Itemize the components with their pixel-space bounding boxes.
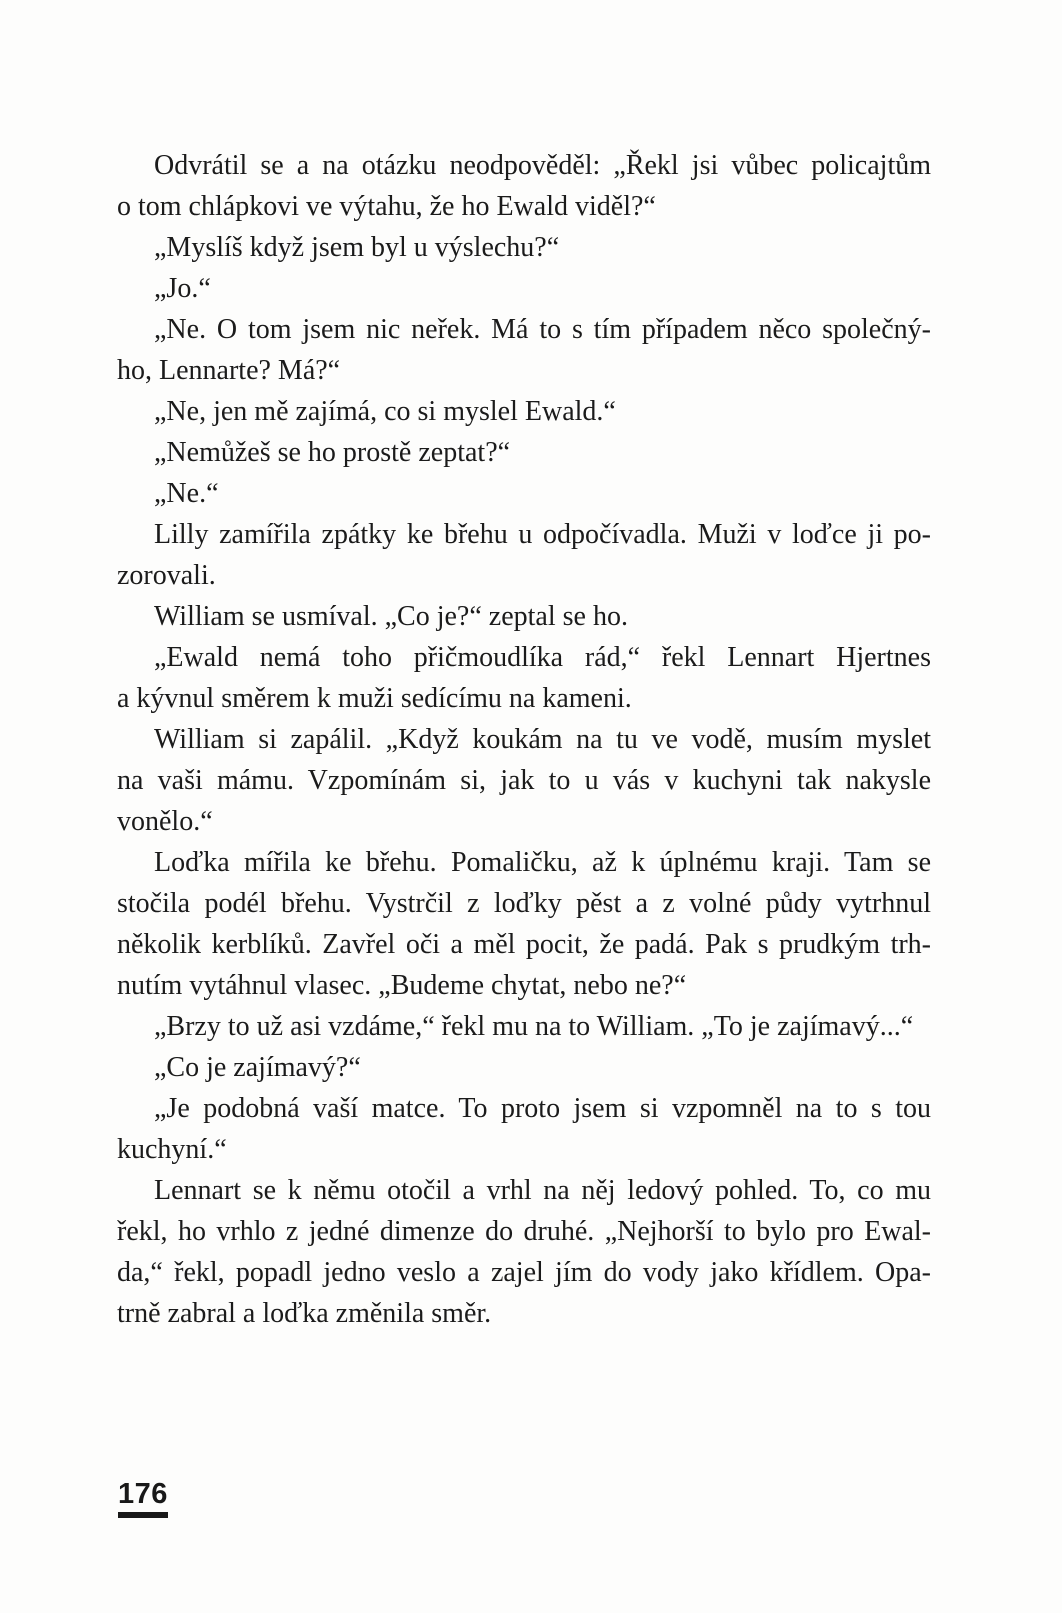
page-number	[118, 1480, 168, 1518]
text-line: „Brzy to už asi vzdáme,“ řekl mu na to William. „To je zajímavý...“	[154, 1011, 914, 1042]
text-line: „Ne.“	[154, 478, 219, 509]
text-line: Lilly zamířila zpátky ke břehu u odpočívadla. Muži v loďce ji po-	[154, 519, 931, 550]
text-line: ho, Lennarte? Má?“	[117, 355, 341, 386]
text-line: Odvrátil se a na otázku neodpověděl: „Řekl jsi vůbec policajtům	[154, 150, 931, 181]
text-line: o tom chlápkovi ve výtahu, že ho Ewald viděl?“	[117, 191, 656, 222]
text-line: několik kerblíků. Zavřel oči a měl pocit, že padá. Pak s prudkým trh-	[117, 929, 931, 960]
text-line: „Ewald nemá toho přičmoudlíka rád,“ řekl Lennart Hjertnes	[154, 642, 931, 673]
text-line: William se usmíval. „Co je?“ zeptal se ho.	[154, 601, 628, 632]
text-line: nutím vytáhnul vlasec. „Budeme chytat, nebo ne?“	[117, 970, 687, 1001]
text-line: William si zapálil. „Když koukám na tu ve vodě, musím myslet	[154, 724, 931, 755]
text-line: „Je podobná vaší matce. To proto jsem si vzpomněl na to s tou	[154, 1093, 931, 1124]
text-line: zorovali.	[117, 560, 216, 591]
page-number-label: 176	[118, 1480, 168, 1518]
text-line: „Ne. O tom jsem nic neřek. Má to s tím případem něco společný-	[154, 314, 931, 345]
text-line: „Myslíš když jsem byl u výslechu?“	[154, 232, 560, 263]
text-line: „Jo.“	[154, 273, 211, 304]
text-line: „Co je zajímavý?“	[154, 1052, 361, 1083]
text-line: „Nemůžeš se ho prostě zeptat?“	[154, 437, 511, 468]
text-line: kuchyní.“	[117, 1134, 227, 1165]
text-line: Lennart se k němu otočil a vrhl na něj ledový pohled. To, co mu	[154, 1175, 931, 1206]
text-line: řekl, ho vrhlo z jedné dimenze do druhé. „Nejhorší to bylo pro Ewal-	[117, 1216, 931, 1247]
text-line: vonělo.“	[117, 806, 213, 837]
text-line: a kývnul směrem k muži sedícímu na kameni.	[117, 683, 632, 714]
text-line: na vaši mámu. Vzpomínám si, jak to u vás v kuchyni tak nakysle	[117, 765, 931, 796]
body-text	[117, 145, 931, 1334]
text-line: stočila podél břehu. Vystrčil z loďky pěst a z volné půdy vytrhnul	[117, 888, 931, 919]
text-line: trně zabral a loďka změnila směr.	[117, 1298, 492, 1329]
text-line: „Ne, jen mě zajímá, co si myslel Ewald.“	[154, 396, 616, 427]
text-line: da,“ řekl, popadl jedno veslo a zajel jím do vody jako křídlem. Opa-	[117, 1257, 931, 1288]
text-line: Loďka mířila ke břehu. Pomaličku, až k úplnému kraji. Tam se	[154, 847, 931, 878]
